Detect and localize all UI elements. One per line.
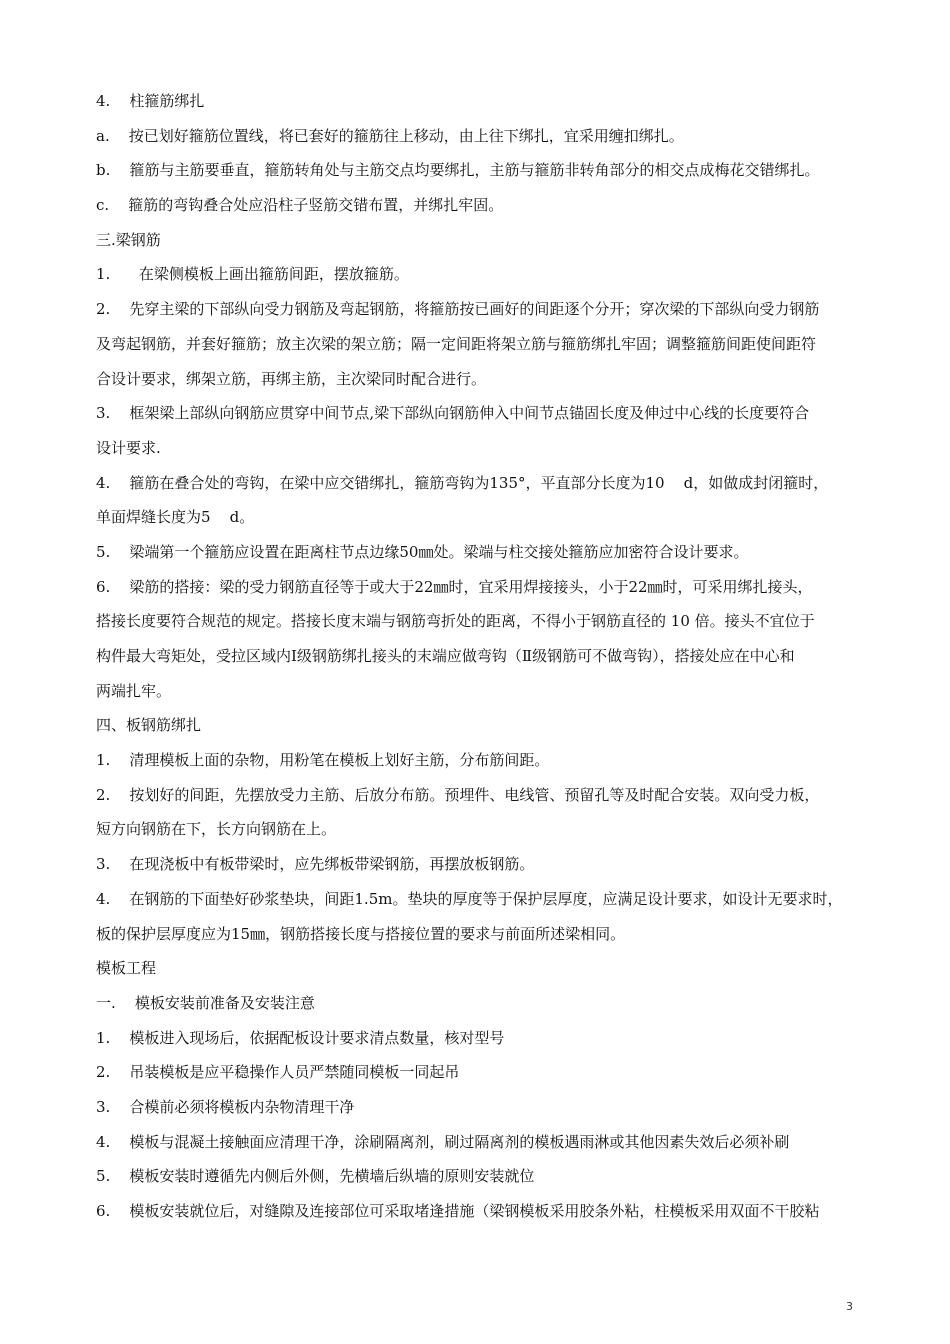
text-line: 6. 梁筋的搭接：梁的受力钢筋直径等于或大于22㎜时，宜采用焊接接头，小于22㎜时，可采用绑扎接头， — [96, 577, 813, 596]
text-line: 3. 框架梁上部纵向钢筋应贯穿中间节点,梁下部纵向钢筋伸入中间节点锚固长度及伸过中心线的长度要符合 — [96, 404, 810, 423]
text-line: 搭接长度要符合规范的规定。搭接长度末端与钢筋弯折处的距离，不得小于钢筋直径的 10 倍。接头不宜位于 — [96, 612, 815, 631]
section-heading: 三.梁钢筋 — [96, 230, 161, 249]
text-line: 及弯起钢筋，并套好箍筋；放主次梁的架立筋；隔一定间距将架立筋与箍筋绑扎牢固；调整箍筋间距使间距符 — [96, 334, 817, 353]
document-body — [96, 84, 858, 1229]
text-line: 3. 在现浇板中有板带梁时，应先绑板带梁钢筋，再摆放板钢筋。 — [96, 855, 535, 874]
text-line: 2. 吊装模板是应平稳操作人员严禁随同模板一同起吊 — [96, 1063, 460, 1082]
text-line: 4. 箍筋在叠合处的弯钩，在梁中应交错绑扎，箍筋弯钩为135°，平直部分长度为10 d，如做成封闭箍时， — [96, 473, 829, 492]
text-line: 1. 清理模板上面的杂物，用粉笔在模板上划好主筋，分布筋间距。 — [96, 751, 550, 770]
text-line: 1. 在梁侧模板上画出箍筋间距，摆放箍筋。 — [96, 265, 409, 284]
text-line: 4. 模板与混凝土接触面应清理干净，涂刷隔离剂，刷过隔离剂的模板遇雨淋或其他因素失效后必须补刷 — [96, 1132, 790, 1151]
text-line: 板的保护层厚度应为15㎜，钢筋搭接长度与搭接位置的要求与前面所述梁相同。 — [96, 924, 626, 943]
text-line: 单面焊缝长度为5 d。 — [96, 508, 255, 527]
text-line: 构件最大弯矩处，受拉区域内Ⅰ级钢筋绑扎接头的末端应做弯钩（Ⅱ级钢筋可不做弯钩），搭接处应在中心和 — [96, 647, 795, 665]
text-line: 设计要求. — [96, 438, 161, 457]
section-heading: 模板工程 — [96, 959, 157, 978]
text-line: a. 按已划好箍筋位置线，将已套好的箍筋往上移动，由上往下绑扎，宜采用缠扣绑扎。 — [96, 126, 684, 145]
text-line: 6. 模板安装就位后，对缝隙及连接部位可采取堵逢措施（梁钢模板采用胶条外粘，柱模板采用双面不干胶粘 — [96, 1202, 820, 1220]
text-line: 5. 模板安装时遵循先内侧后外侧，先横墙后纵墙的原则安装就位 — [96, 1167, 535, 1186]
text-line: 4. 在钢筋的下面垫好砂浆垫块，间距1.5m。垫块的厚度等于保护层厚度，应满足设计要求，如设计无要求时， — [96, 889, 843, 908]
text-line: 合设计要求，绑架立筋，再绑主筋，主次梁同时配合进行。 — [96, 369, 487, 388]
text-line: 两端扎牢。 — [96, 681, 172, 700]
text-line: b. 箍筋与主筋要垂直，箍筋转角处与主筋交点均要绑扎，主筋与箍筋非转角部分的相交点成梅花交错绑扎。 — [96, 161, 820, 180]
text-line: c. 箍筋的弯钩叠合处应沿柱子竖筋交错布置，并绑扎牢固。 — [96, 196, 504, 215]
text-line: 1. 模板进入现场后，依据配板设计要求清点数量，核对型号 — [96, 1028, 505, 1047]
text-line: 5. 梁端第一个箍筋应设置在距离柱节点边缘50㎜处。梁端与柱交接处箍筋应加密符合设计要求。 — [96, 542, 749, 561]
text-line: 短方向钢筋在下，长方向钢筋在上。 — [96, 820, 337, 839]
section-heading: 四、板钢筋绑扎 — [96, 716, 202, 735]
text-line: 2. 按划好的间距，先摆放受力主筋、后放分布筋。预埋件、电线管、预留孔等及时配合安装。双向受力板， — [96, 785, 820, 804]
page-number: 3 — [846, 1300, 853, 1313]
text-line: 2. 先穿主梁的下部纵向受力钢筋及弯起钢筋，将箍筋按已画好的间距逐个分开；穿次梁的下部纵向受力钢筋 — [96, 300, 820, 319]
text-line: 3. 合模前必须将模板内杂物清理干净 — [96, 1097, 355, 1116]
section-heading: 一. 模板安装前准备及安装注意 — [96, 993, 315, 1012]
text-line: 4. 柱箍筋绑扎 — [96, 92, 205, 110]
